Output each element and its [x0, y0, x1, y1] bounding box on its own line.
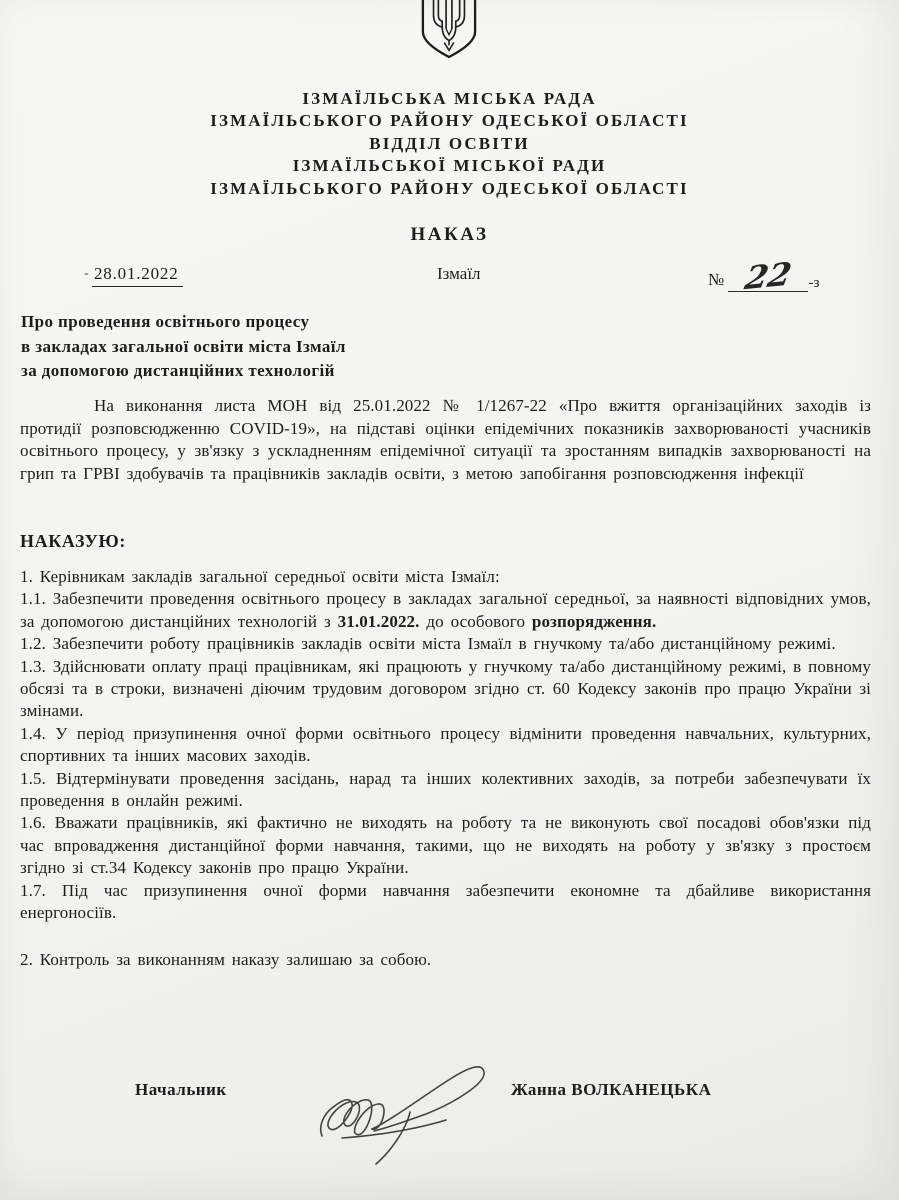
- order-item: 1.7. Під час призупинення очної форми навчання забезпечити економне та дбайливе використання енергоносіїв.: [20, 880, 871, 923]
- order-item: 1.3. Здійснювати оплату праці працівникам, які працюють у гнучкому та/або дистанційному режимі, в повному обсязі та в строки, визначені діючим трудовим договором згідно ст. 60 Кодексу законів про працю України зі змінами.: [20, 656, 871, 721]
- decree-word: НАКАЗУЮ:: [20, 531, 126, 551]
- order-item: 1.4. У період призупинення очної форми освітнього процесу відмінити проведення навчальних, культурних, спортивних та інших масових заходів.: [20, 723, 871, 766]
- number-sign: №: [708, 270, 725, 289]
- signature-scribble: [314, 1050, 522, 1175]
- order-item: 1.5. Відтермінувати проведення засідань, нарад та інших колективних заходів, за потреби забезпечувати їх проведення в онлайн режимі.: [20, 768, 871, 811]
- signatory-title: Начальник: [135, 1080, 227, 1099]
- order-number-suffix: -з: [808, 275, 820, 291]
- org-line: ІЗМАЇЛЬСЬКОГО РАЙОНУ ОДЕСЬКОЇ ОБЛАСТІ: [210, 178, 689, 198]
- date-dash-mark: -: [84, 266, 89, 281]
- order-item: 1.1. Забезпечити проведення освітнього процесу в закладах загальної середньої, за наявності відповідних умов, за допомогою дистанційних технологій з 31.01.2022. до особового розпорядження.: [20, 589, 871, 631]
- ukraine-trident-emblem: [420, 0, 478, 75]
- subject-line: за допомогою дистанційних технологій: [21, 361, 335, 381]
- order-item: 1.2. Забезпечити роботу працівників закладів освіти міста Ізмаїл в гнучкому та/або дистанційному режимі.: [20, 634, 836, 654]
- org-line: ІЗМАЇЛЬСЬКА МІСЬКА РАДА: [302, 89, 597, 108]
- signatory-name: Жанна ВОЛКАНЕЦЬКА: [511, 1080, 712, 1099]
- meta-row: [0, 254, 899, 310]
- org-line: ВІДДІЛ ОСВІТИ: [369, 133, 530, 153]
- order-item: 1.6. Вважати працівників, які фактично не виходять на роботу та не виконують свої посадові обов'язки під час впровадження дистанційної форми навчання, такими, що не виходять на роботу у зв'язку з простоєм згідно зі ст.34 Кодексу законів про працю України.: [20, 813, 871, 878]
- order-number: [708, 254, 820, 298]
- order-item: 1. Керівникам закладів загальної середньої освіти міста Ізмаїл:: [20, 567, 500, 586]
- subject-line: Про проведення освітнього процесу: [21, 312, 310, 331]
- order-items: [20, 566, 871, 971]
- org-header: [0, 88, 899, 200]
- subject-block: [21, 310, 346, 384]
- order-place: Ізмаїл: [437, 264, 481, 283]
- subject-line: в закладах загальної освіти міста Ізмаїл: [21, 336, 346, 356]
- order-item: 2. Контроль за виконанням наказу залишаю за собою.: [20, 949, 432, 969]
- org-line: ІЗМАЇЛЬСЬКОЇ МІСЬКОЇ РАДИ: [292, 156, 607, 176]
- order-number-handwritten: 22: [742, 254, 795, 298]
- preamble-paragraph: На виконання листа МОН від 25.01.2022 № 1/1267-22 «Про вжиття організаційних заходів із протидії розповсюдженню COVID-19», на підставі оцінки епідемічних показників захворюваності учасників освітнього процесу, у зв'язку з ускладненням епідемічної ситуації та зростанням випадків захворюваності на грип та ГРВІ здобувачів та працівників закладів освіти, з метою запобігання розповсюдження інфекції: [20, 396, 871, 483]
- order-date: 28.01.2022: [92, 264, 183, 287]
- doc-type-title: НАКАЗ: [410, 224, 489, 245]
- org-line: ІЗМАЇЛЬСЬКОГО РАЙОНУ ОДЕСЬКОЇ ОБЛАСТІ: [210, 111, 689, 131]
- order-number-line: [728, 254, 808, 298]
